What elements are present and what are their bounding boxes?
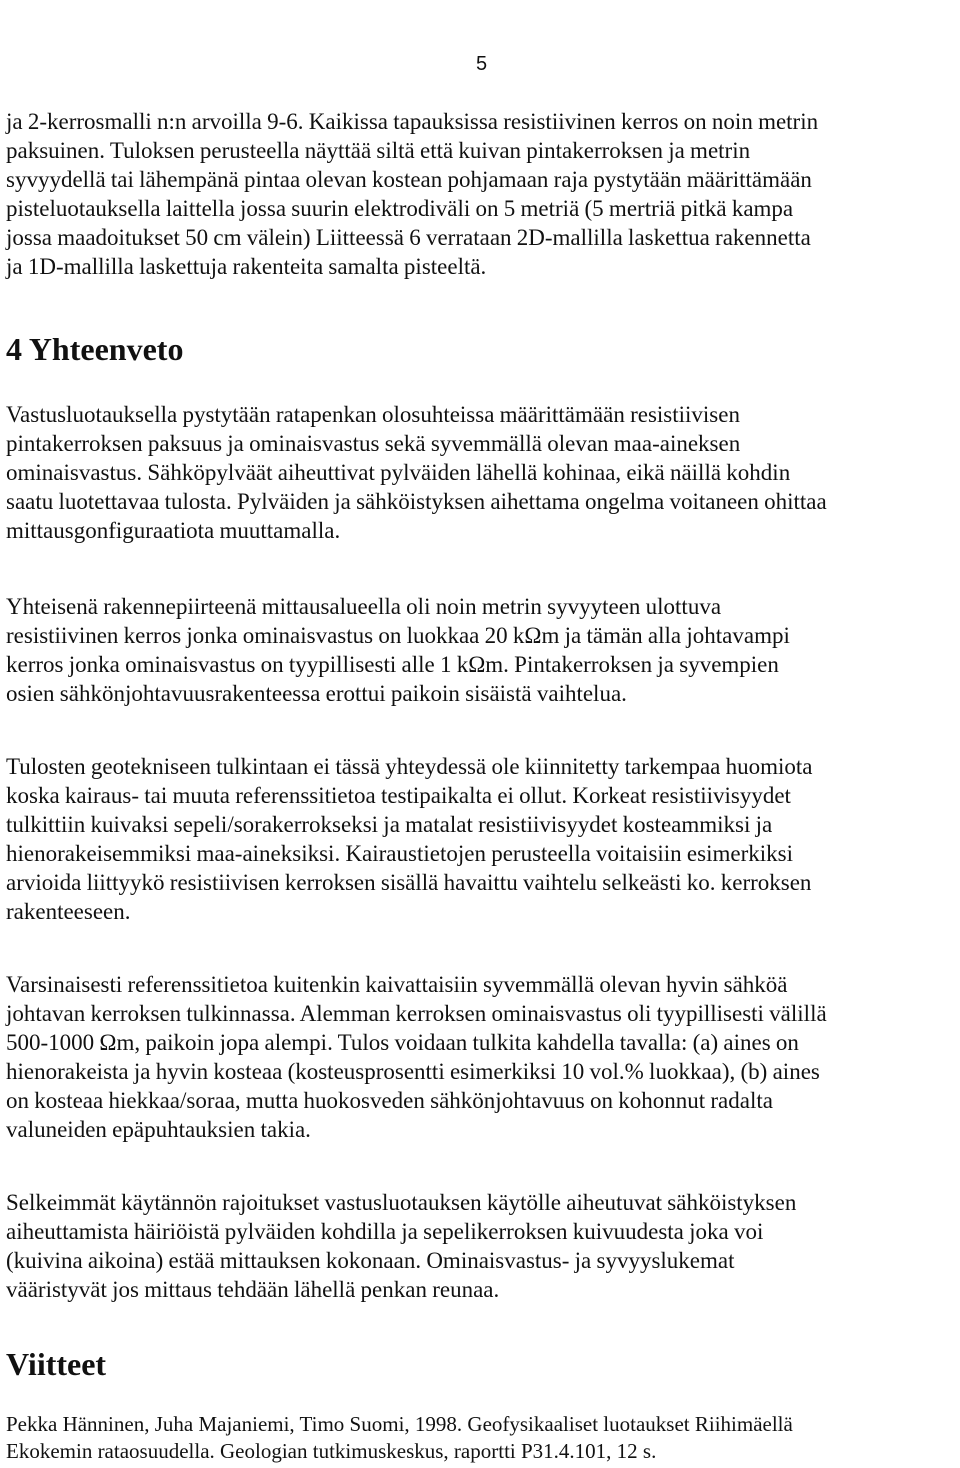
text-line: johtavan kerroksen tulkinnassa. Alemman kerroksen ominaisvastus oli tyypillisesti välillä: [6, 1001, 827, 1026]
text-line: resistiivinen kerros jonka ominaisvastus on luokkaa 20 kΩm ja tämän alla johtavampi: [6, 623, 790, 648]
text-line: Vastusluotauksella pystytään ratapenkan olosuhteissa määrittämään resistiivisen: [6, 402, 740, 427]
text-line: ja 2-kerrosmalli n:n arvoilla 9-6. Kaikissa tapauksissa resistiivinen kerros on noin metrin: [6, 109, 819, 134]
text-line: on kosteaa hiekkaa/soraa, mutta huokosveden sähkönjohtavuus on kohonnut radalta: [6, 1088, 773, 1113]
text-line: 500-1000 Ωm, paikoin jopa alempi. Tulos voidaan tulkita kahdella tavalla: (a) aines on: [6, 1030, 799, 1055]
text-line: arvioida liittyykö resistiivisen kerroksen sisällä havaittu vaihtelu selkeästi ko. kerroksen: [6, 870, 812, 895]
intro-paragraph: [6, 107, 960, 281]
text-line: (kuivina aikoina) estää mittauksen kokonaan. Ominaisvastus- ja syvyyslukemat: [6, 1248, 735, 1273]
text-line: Tulosten geotekniseen tulkintaan ei tässä yhteydessä ole kiinnitetty tarkempaa huomiota: [6, 754, 813, 779]
text-line: jossa maadoitukset 50 cm välein) Liitteessä 6 verrataan 2D-mallilla laskettua rakennetta: [6, 225, 811, 250]
text-line: hienorakeista ja hyvin kosteaa (kosteusprosentti esimerkiksi 10 vol.% luokkaa), (b) aines: [6, 1059, 820, 1084]
text-line: kerros jonka ominaisvastus on tyypillisesti alle 1 kΩm. Pintakerroksen ja syvempien: [6, 652, 779, 677]
text-line: Varsinaisesti referenssitietoa kuitenkin kaivattaisiin syvemmällä olevan hyvin sähköä: [6, 972, 788, 997]
page-number: 5: [476, 53, 488, 75]
yhteenveto-paragraph-1: [6, 400, 960, 545]
text-line: vääristyvät jos mittaus tehdään lähellä penkan reunaa.: [6, 1277, 500, 1302]
text-line: tulkittiin kuivaksi sepeli/sorakerrokseksi ja matalat resistiivisyydet kosteammiksi ja: [6, 812, 773, 837]
text-line: pisteluotauksella laittella jossa suurin elektrodiväli on 5 metriä (5 mertriä pitkä kampa: [6, 196, 794, 221]
text-line: aiheuttamista häiriöistä pylväiden kohdilla ja sepelikerroksen kuivuudesta joka voi: [6, 1219, 764, 1244]
text-line: saatu luotettavaa tulosta. Pylväiden ja sähköistyksen aihettama ongelma voitaneen ohittaa: [6, 489, 827, 514]
text-line: pintakerroksen paksuus ja ominaisvastus sekä syvemmällä olevan maa-aineksen: [6, 431, 741, 456]
text-line: syvyydellä tai lähempänä pintaa olevan kostean pohjamaan raja pystytään määrittämään: [6, 167, 812, 192]
yhteenveto-paragraph-4: [6, 970, 960, 1144]
reference-entry: [6, 1411, 960, 1465]
text-line: paksuinen. Tuloksen perusteella näyttää siltä että kuivan pintakerroksen ja metrin: [6, 138, 751, 163]
text-line: mittausgonfiguraatiota muuttamalla.: [6, 518, 341, 543]
text-line: Ekokemin rataosuudella. Geologian tutkimuskeskus, raportti P31.4.101, 12 s.: [6, 1439, 657, 1463]
text-line: valuneiden epäpuhtauksien takia.: [6, 1117, 311, 1142]
text-line: hienorakeisemmiksi maa-aineksiksi. Kairaustietojen perusteella voitaisiin esimerkiksi: [6, 841, 793, 866]
text-line: Yhteisenä rakennepiirteenä mittausalueella oli noin metrin syvyyteen ulottuva: [6, 594, 722, 619]
text-line: Pekka Hänninen, Juha Majaniemi, Timo Suomi, 1998. Geofysikaaliset luotaukset Riihimäellä: [6, 1412, 793, 1436]
yhteenveto-paragraph-2: [6, 592, 960, 708]
text-line: ja 1D-mallilla laskettuja rakenteita samalta pisteeltä.: [6, 254, 487, 279]
text-line: Selkeimmät käytännön rajoitukset vastusluotauksen käytölle aiheutuvat sähköistyksen: [6, 1190, 797, 1215]
section-heading-yhteenveto: 4 Yhteenveto: [6, 331, 184, 367]
yhteenveto-paragraph-3: [6, 752, 960, 926]
text-line: ominaisvastus. Sähköpylväät aiheuttivat pylväiden lähellä kohinaa, eikä näillä kohdin: [6, 460, 791, 485]
text-line: osien sähkönjohtavuusrakenteessa erottui paikoin sisäistä vaihtelua.: [6, 681, 627, 706]
text-line: rakenteeseen.: [6, 899, 131, 924]
section-heading-viitteet: Viitteet: [6, 1346, 107, 1382]
yhteenveto-paragraph-5: [6, 1188, 960, 1304]
text-line: koska kairaus- tai muuta referenssitietoa testipaikalta ei ollut. Korkeat resistiivisyydet: [6, 783, 791, 808]
